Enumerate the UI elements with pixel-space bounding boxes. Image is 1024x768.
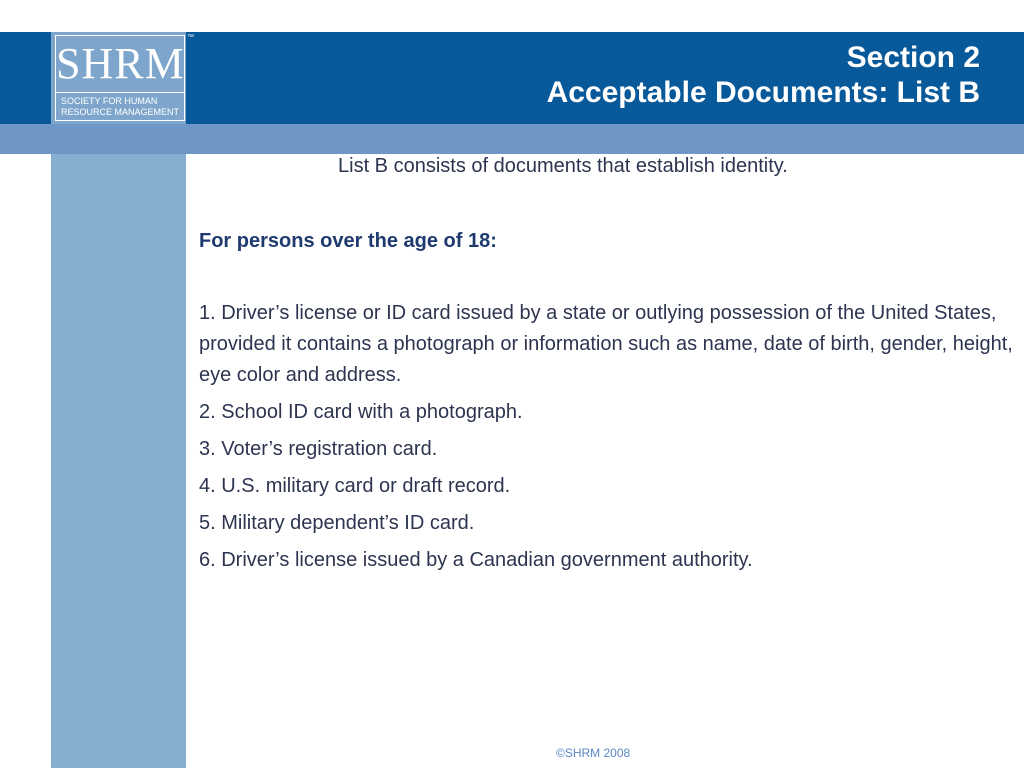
- shrm-logo: [51, 32, 186, 124]
- logo-tagline-line1: SOCIETY FOR HUMAN: [61, 96, 158, 106]
- title-line-section: Section 2: [846, 41, 980, 74]
- list-item: 6. Driver’s license issued by a Canadian government authority.: [199, 549, 753, 571]
- header-sub-band: [0, 124, 1024, 154]
- slide-title: [547, 40, 980, 110]
- logo-tagline-line2: RESOURCE MANAGEMENT: [61, 107, 180, 117]
- top-strip: [0, 0, 1024, 32]
- logo-tagline: [61, 96, 183, 118]
- logo-trademark: ™: [187, 34, 194, 41]
- logo-wordmark: SHRM: [56, 39, 185, 88]
- logo-frame: [55, 35, 185, 121]
- list-item: 2. School ID card with a photograph.: [199, 401, 523, 423]
- list-item: 1. Driver’s license or ID card issued by a state or outlying possession of the United States, provided it contains a photograph or information such as name, date of birth, gender, height, eye color and address.: [199, 302, 1013, 386]
- logo-divider: [56, 92, 184, 93]
- list-item: 3. Voter’s registration card.: [199, 438, 438, 460]
- intro-text: List B consists of documents that establish identity.: [338, 155, 788, 177]
- document-list: [199, 298, 1019, 582]
- title-line-heading: Acceptable Documents: List B: [546, 76, 980, 109]
- list-item: 4. U.S. military card or draft record.: [199, 475, 511, 497]
- copyright-footer: ©SHRM 2008: [556, 746, 631, 760]
- list-item: 5. Military dependent’s ID card.: [199, 512, 475, 534]
- age-subheading: For persons over the age of 18:: [199, 230, 497, 252]
